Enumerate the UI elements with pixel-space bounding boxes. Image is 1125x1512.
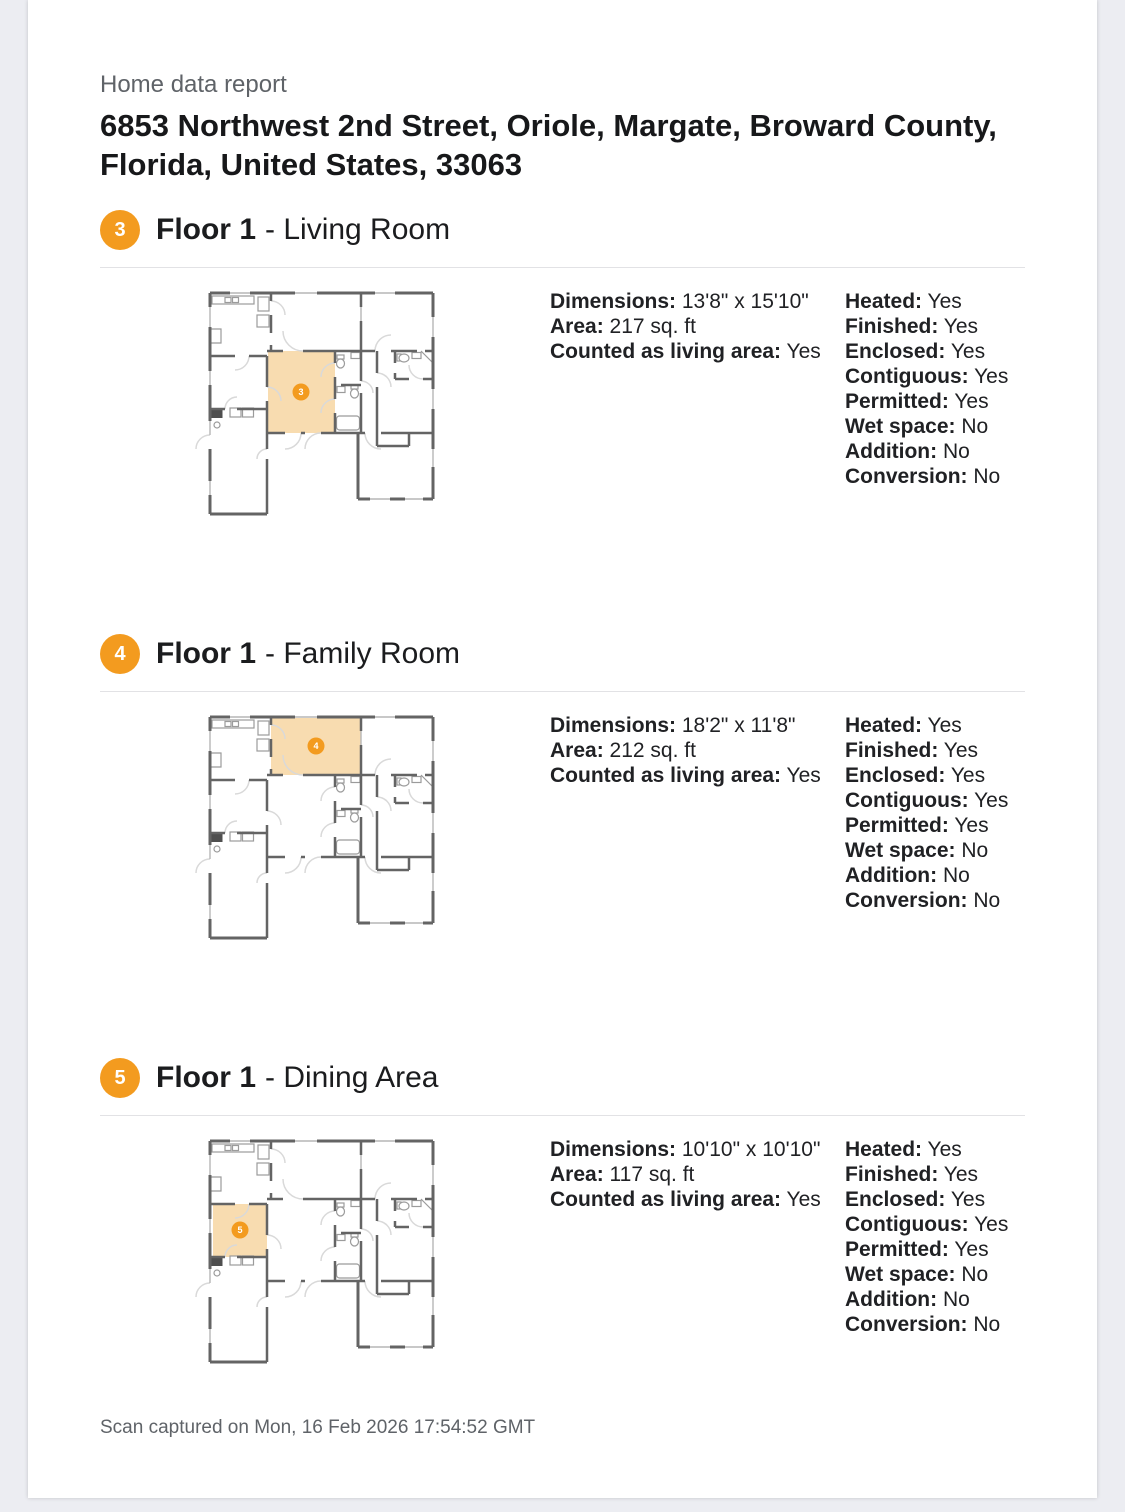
detail-line [845, 813, 1025, 838]
section-heading [100, 634, 1025, 674]
plan-room-badge [293, 384, 310, 401]
detail-label: Finished: [845, 739, 939, 762]
detail-value: 10'10" x 10'10" [676, 1138, 821, 1161]
section-title [156, 1061, 438, 1095]
room-section [100, 634, 1025, 950]
detail-line [845, 1237, 1025, 1262]
room-details [550, 713, 845, 788]
detail-label: Addition: [845, 864, 938, 887]
detail-value: No [937, 1288, 970, 1311]
detail-line [845, 1287, 1025, 1312]
detail-value: Yes [948, 390, 989, 413]
room-details [550, 289, 845, 364]
detail-label: Enclosed: [845, 1188, 946, 1211]
floor-plan [100, 713, 550, 950]
section-number: 4 [114, 642, 126, 665]
detail-value: No [967, 889, 1001, 912]
detail-label: Enclosed: [845, 764, 946, 787]
detail-line [550, 1187, 845, 1212]
section-divider [100, 267, 1025, 268]
page-title [100, 106, 1025, 184]
detail-label: Area: [550, 315, 604, 338]
floor-plan-svg [191, 713, 443, 945]
detail-label: Contiguous: [845, 789, 969, 812]
detail-line [550, 1137, 845, 1162]
plan-room-badge [232, 1222, 249, 1239]
detail-label: Conversion: [845, 1313, 968, 1336]
detail-line [845, 1137, 1025, 1162]
section-number-badge [100, 210, 140, 250]
detail-line [845, 788, 1025, 813]
detail-label: Area: [550, 1163, 604, 1186]
detail-value: 212 sq. ft [603, 739, 696, 762]
plan-room-badge-number: 3 [298, 387, 304, 398]
address-line-2: Florida, United States, 33063 [100, 147, 523, 182]
detail-line [550, 339, 845, 364]
detail-value: Yes [922, 1138, 962, 1161]
detail-label: Finished: [845, 315, 939, 338]
detail-value: Yes [781, 1188, 821, 1211]
detail-label: Dimensions: [550, 290, 677, 313]
detail-line [845, 1212, 1025, 1237]
detail-line [845, 364, 1025, 389]
detail-label: Addition: [845, 440, 938, 463]
section-number: 5 [114, 1066, 126, 1089]
detail-value: Yes [948, 1238, 989, 1261]
detail-line [550, 314, 845, 339]
section-body [100, 713, 1025, 950]
detail-value: No [937, 440, 970, 463]
room-details [550, 1137, 845, 1212]
floor-plan-svg [191, 1137, 443, 1369]
room-attributes [845, 289, 1025, 489]
detail-value: No [967, 1313, 1001, 1336]
detail-line [845, 888, 1025, 913]
detail-label: Addition: [845, 1288, 938, 1311]
detail-value: No [967, 465, 1001, 488]
section-title-room: - Dining Area [265, 1061, 439, 1094]
floor-plan-svg [191, 289, 443, 521]
detail-line [845, 1312, 1025, 1337]
detail-label: Permitted: [845, 390, 949, 413]
detail-value: Yes [938, 315, 979, 338]
detail-line [845, 738, 1025, 763]
detail-line [845, 838, 1025, 863]
plan-room-badge-number: 4 [313, 741, 319, 752]
detail-value: No [955, 415, 989, 438]
detail-line [845, 389, 1025, 414]
section-title-floor: Floor 1 [156, 1061, 257, 1094]
section-divider [100, 1115, 1025, 1116]
detail-label: Counted as living area: [550, 1188, 782, 1211]
detail-label: Wet space: [845, 1263, 956, 1286]
detail-line [845, 1187, 1025, 1212]
detail-label: Finished: [845, 1163, 939, 1186]
section-number-badge [100, 634, 140, 674]
detail-value: Yes [781, 764, 821, 787]
section-body [100, 1137, 1025, 1374]
detail-value: Yes [781, 340, 821, 363]
plan-room-badge-number: 5 [237, 1225, 243, 1236]
address-line-1: 6853 Northwest 2nd Street, Oriole, Margate, Broward County, [100, 108, 997, 143]
detail-value: 117 sq. ft [603, 1163, 695, 1186]
detail-line [550, 289, 845, 314]
detail-value: Yes [945, 1188, 986, 1211]
report-label: Home data report [100, 71, 287, 98]
room-attributes [845, 713, 1025, 913]
detail-label: Dimensions: [550, 1138, 677, 1161]
detail-label: Conversion: [845, 465, 968, 488]
detail-line [550, 763, 845, 788]
detail-label: Permitted: [845, 814, 949, 837]
detail-value: No [937, 864, 970, 887]
report-page [28, 0, 1097, 1498]
detail-label: Contiguous: [845, 1213, 969, 1236]
detail-label: Area: [550, 739, 604, 762]
detail-line [845, 1162, 1025, 1187]
section-title-floor: Floor 1 [156, 213, 257, 246]
detail-value: 18'2" x 11'8" [676, 714, 796, 737]
detail-label: Dimensions: [550, 714, 677, 737]
detail-label: Permitted: [845, 1238, 949, 1261]
section-heading [100, 210, 1025, 250]
detail-value: Yes [938, 1163, 979, 1186]
detail-value: Yes [922, 290, 962, 313]
detail-value: No [955, 839, 989, 862]
detail-label: Heated: [845, 714, 923, 737]
detail-line [845, 289, 1025, 314]
detail-label: Counted as living area: [550, 340, 782, 363]
detail-value: Yes [968, 365, 1009, 388]
detail-line [550, 1162, 845, 1187]
room-sections [100, 210, 1025, 1374]
detail-line [845, 339, 1025, 364]
detail-label: Contiguous: [845, 365, 969, 388]
section-body [100, 289, 1025, 526]
detail-value: Yes [968, 789, 1009, 812]
section-title-floor: Floor 1 [156, 637, 257, 670]
detail-line [550, 713, 845, 738]
section-title [156, 637, 460, 671]
detail-line [845, 314, 1025, 339]
detail-label: Heated: [845, 1138, 923, 1161]
section-number: 3 [114, 218, 126, 241]
section-heading [100, 1058, 1025, 1098]
detail-value: No [955, 1263, 989, 1286]
detail-value: Yes [945, 340, 986, 363]
detail-value: Yes [968, 1213, 1009, 1236]
section-title-room: - Family Room [265, 637, 461, 670]
detail-line [550, 738, 845, 763]
section-title [156, 213, 450, 247]
room-attributes [845, 1137, 1025, 1337]
scan-capture-note: Scan captured on Mon, 16 Feb 2026 17:54:52 GMT [100, 1417, 536, 1438]
room-section [100, 210, 1025, 526]
detail-line [845, 713, 1025, 738]
section-divider [100, 691, 1025, 692]
detail-label: Heated: [845, 290, 923, 313]
detail-value: Yes [922, 714, 962, 737]
detail-value: Yes [945, 764, 986, 787]
room-section [100, 1058, 1025, 1374]
detail-label: Wet space: [845, 839, 956, 862]
detail-line [845, 1262, 1025, 1287]
detail-label: Counted as living area: [550, 764, 782, 787]
detail-label: Wet space: [845, 415, 956, 438]
detail-line [845, 863, 1025, 888]
floor-plan [100, 289, 550, 526]
section-number-badge [100, 1058, 140, 1098]
plan-room-badge [308, 738, 325, 755]
detail-value: 217 sq. ft [603, 315, 696, 338]
detail-value: Yes [938, 739, 979, 762]
detail-line [845, 439, 1025, 464]
floor-plan [100, 1137, 550, 1374]
detail-label: Enclosed: [845, 340, 946, 363]
section-title-room: - Living Room [265, 213, 451, 246]
detail-line [845, 414, 1025, 439]
detail-value: 13'8" x 15'10" [676, 290, 809, 313]
detail-line [845, 763, 1025, 788]
detail-line [845, 464, 1025, 489]
detail-value: Yes [948, 814, 989, 837]
detail-label: Conversion: [845, 889, 968, 912]
